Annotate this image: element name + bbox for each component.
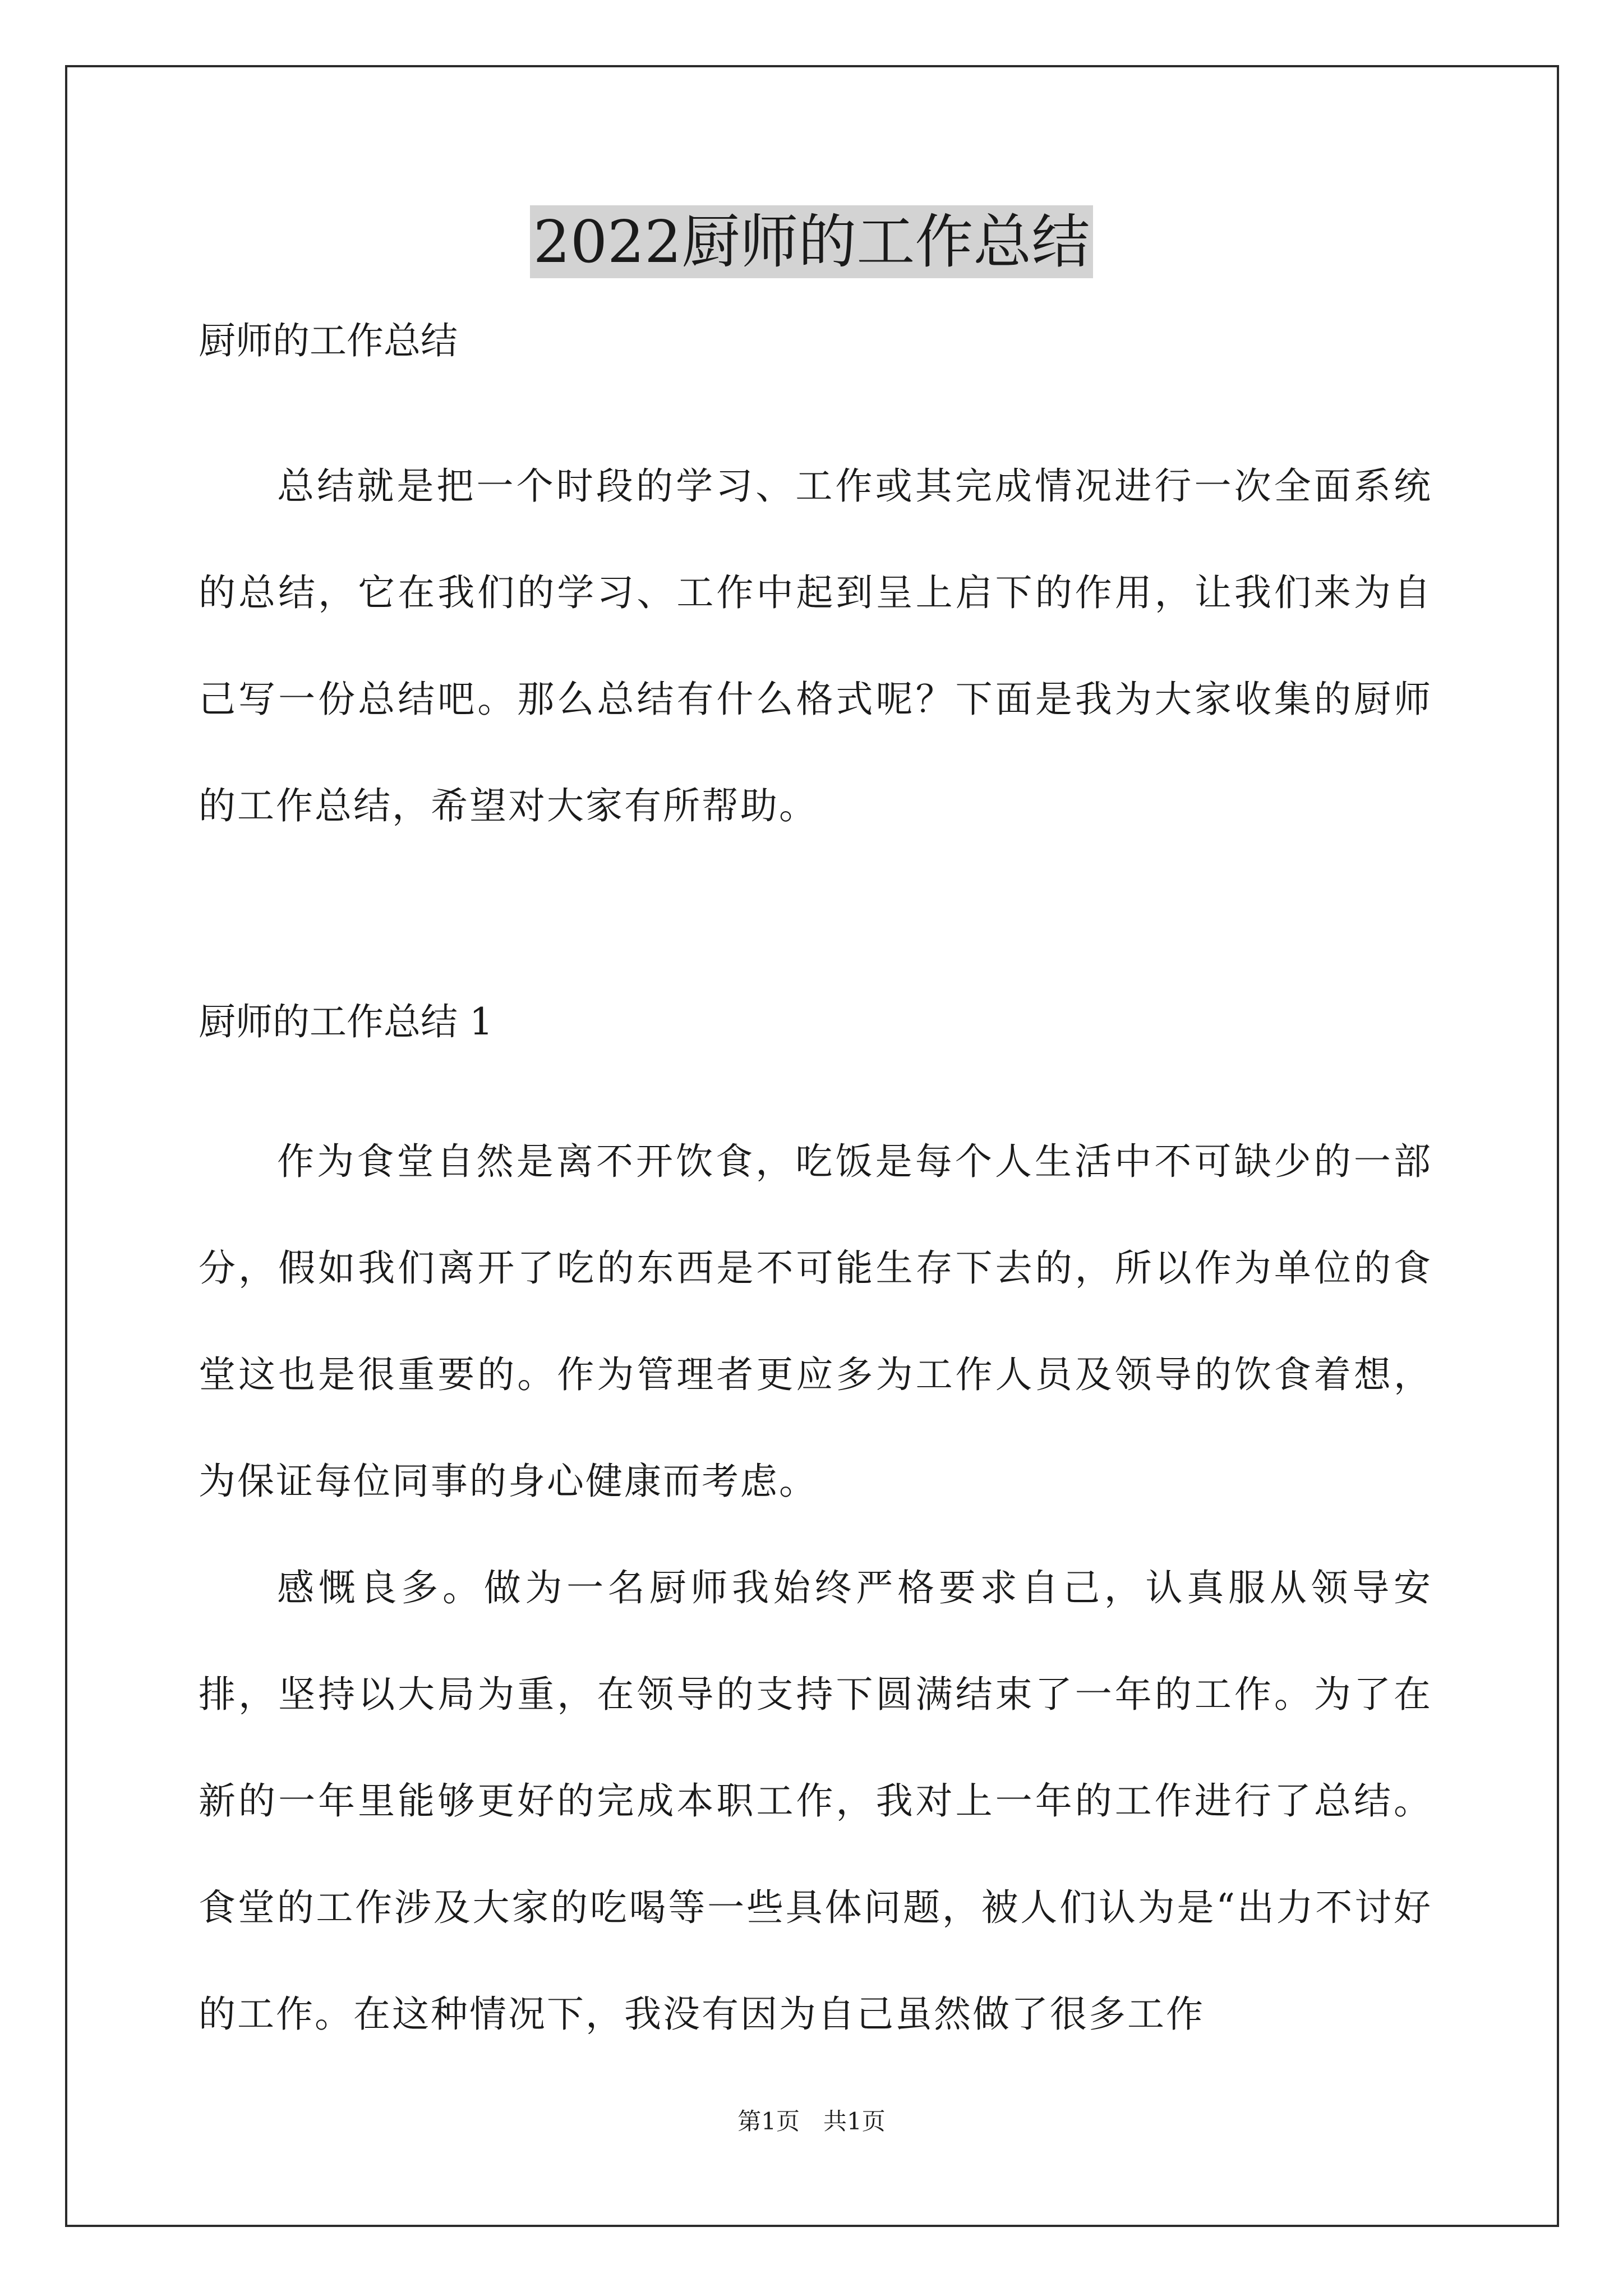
section1-heading: 厨师的工作总结 1 xyxy=(199,1000,493,1043)
intro-heading: 厨师的工作总结 xyxy=(199,319,458,362)
intro-paragraph: 总结就是把一个时段的学习、工作或其完成情况进行一次全面系统的总结，它在我们的学习、工作中起到呈上启下的作用，让我们来为自己写一份总结吧。那么总结有什么格式呢？下面是我为大家收集的厨师的工作总结，希望对大家有所帮助。 xyxy=(199,464,1432,827)
title-container xyxy=(0,205,1623,278)
document-title: 2022厨师的工作总结 xyxy=(530,205,1094,278)
section1-paragraph-1: 作为食堂自然是离不开饮食，吃饭是每个人生活中不可缺少的一部分，假如我们离开了吃的东西是不可能生存下去的，所以作为单位的食堂这也是很重要的。作为管理者更应多为工作人员及领导的饮食着想，为保证每位同事的身心健康而考虑。 xyxy=(199,1140,1432,1503)
section1-paragraph-2: 感慨良多。做为一名厨师我始终严格要求自己，认真服从领导安排，坚持以大局为重，在领导的支持下圆满结束了一年的工作。为了在新的一年里能够更好的完成本职工作，我对上一年的工作进行了总结。食堂的工作涉及大家的吃喝等一些具体问题，被人们认为是“出力不讨好的工作。在这种情况下，我没有因为自己虽然做了很多工作 xyxy=(199,1566,1432,2036)
page-footer: 第1页 共1页 xyxy=(737,2108,886,2135)
